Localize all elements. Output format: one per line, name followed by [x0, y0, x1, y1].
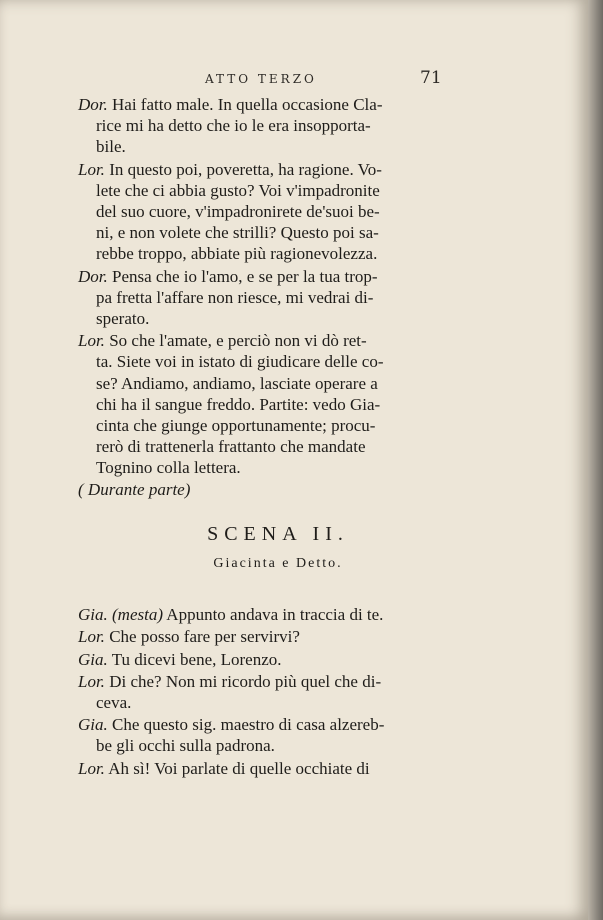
text-line: So che l'amate, e perciò non vi dò ret-	[109, 331, 367, 351]
running-title: ATTO TERZO	[205, 72, 317, 86]
running-header	[0, 68, 588, 90]
text-line: ta. Siete voi in istato di giudicare delle co-	[96, 352, 384, 372]
speaker-name: Lor.	[78, 331, 105, 351]
speech	[78, 94, 448, 158]
stage-direction: ( Durante parte)	[78, 479, 191, 499]
speech	[78, 649, 448, 670]
page-number: 71	[420, 68, 442, 88]
text-line: ceva.	[96, 693, 132, 713]
text-line: se? Andiamo, andiamo, lasciate operare a	[96, 373, 378, 393]
speech	[78, 671, 448, 713]
text-line: rice mi ha detto che io le era insopporta-	[96, 116, 371, 136]
text-line: rebbe troppo, abbiate più ragionevolezza.	[96, 244, 378, 264]
text-line: lete che ci abbia gusto? Voi v'impadronite	[96, 180, 380, 200]
text-line: pa fretta l'affare non riesce, mi vedrai di-	[96, 287, 374, 307]
speech	[78, 266, 448, 330]
speaker-name: Dor.	[78, 266, 108, 286]
speaker-name: Lor.	[78, 627, 105, 647]
text-line: del suo cuore, v'impadronirete de'suoi be-	[96, 202, 380, 222]
page-edge	[588, 0, 603, 920]
dialogue-block-1	[78, 94, 448, 500]
speaker-name: Lor.	[78, 159, 105, 179]
scene-characters: Giacinta e Detto.	[213, 556, 343, 572]
text-line: cinta che giunge opportunamente; procu-	[96, 416, 376, 436]
text-line: Pensa che io l'amo, e se per la tua trop-	[112, 266, 378, 286]
speech	[78, 758, 448, 779]
speaker-name: Dor.	[78, 95, 108, 114]
speech	[78, 714, 448, 756]
speaker-name: Lor.	[78, 758, 105, 778]
speech	[78, 330, 448, 500]
speaker-name: Gia.	[78, 649, 108, 669]
speaker-name: Lor.	[78, 671, 105, 691]
text-line: Che questo sig. maestro di casa alzereb-	[112, 715, 385, 735]
text-line: bile.	[96, 137, 126, 157]
dialogue-block-2	[78, 604, 448, 779]
text-line: In questo poi, poveretta, ha ragione. Vo-	[109, 159, 382, 179]
play-text	[78, 94, 448, 780]
speech	[78, 626, 448, 647]
text-line: Tu dicevi bene, Lorenzo.	[111, 649, 282, 669]
text-line: Che posso fare per servirvi?	[109, 627, 300, 647]
text-line: ni, e non volete che strilli? Questo poi sa-	[96, 223, 379, 243]
scene-heading: SCENA II.	[207, 522, 349, 545]
text-line: Appunto andava in traccia di te.	[166, 605, 384, 625]
speaker-name: Gia.	[78, 605, 108, 625]
text-line: Di che? Non mi ricordo più quel che di-	[109, 671, 382, 691]
text-line: be gli occhi sulla padrona.	[96, 736, 275, 756]
speech	[78, 604, 448, 625]
speech	[78, 159, 448, 265]
text-line: Hai fatto male. In quella occasione Cla-	[112, 95, 383, 114]
text-line: sperato.	[96, 309, 150, 329]
text-line: rerò di trattenerla frattanto che mandate	[96, 437, 366, 457]
speaker-name: Gia.	[78, 715, 108, 735]
text-line: Tognino colla lettera.	[96, 458, 241, 478]
text-line: chi ha il sangue freddo. Partite: vedo Gia-	[96, 394, 381, 414]
text-line: Ah sì! Voi parlate di quelle occhiate di	[108, 758, 370, 778]
stage-direction: (mesta)	[112, 605, 163, 625]
